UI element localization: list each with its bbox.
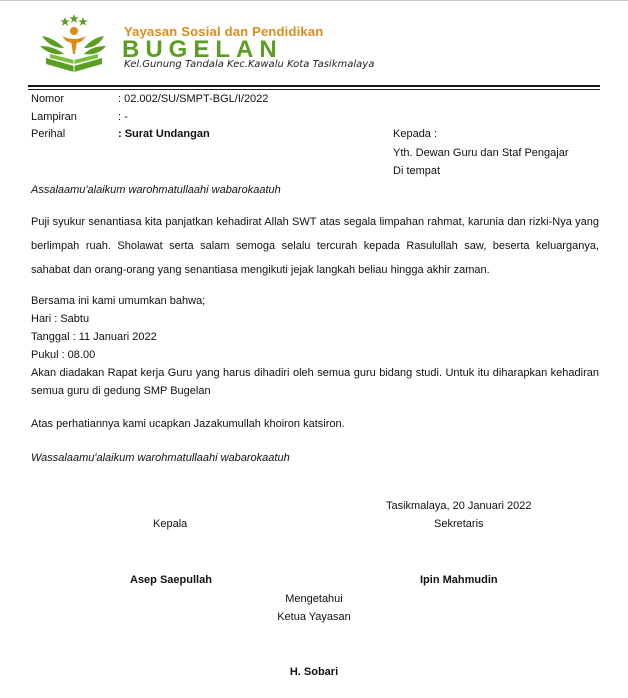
announcement-line: Bersama ini kami umumkan bahwa; xyxy=(31,295,206,307)
closing-line: Atas perhatiannya kami ucapkan Jazakumullah khoiron katsiron. xyxy=(31,418,345,430)
org-name: BUGELAN xyxy=(122,36,283,63)
right-signatory-title: Sekretaris xyxy=(434,518,484,530)
perihal-value: : Surat Undangan xyxy=(118,128,210,140)
org-subtitle: Yayasan Sosial dan Pendidikan xyxy=(124,24,324,39)
nomor-label: Nomor xyxy=(31,93,65,105)
event-day: Hari : Sabtu xyxy=(31,313,90,325)
agenda-paragraph: Akan diadakan Rapat kerja Guru yang harus dihadiri oleh semua guru bidang studi. Untuk itu diharapkan kehadiran semua guru di gedung SMP Bugelan xyxy=(31,367,599,397)
recipient-header: Kepada : xyxy=(393,128,438,140)
place-date: Tasikmalaya, 20 Januari 2022 xyxy=(386,500,532,512)
left-signatory-name: Asep Saepullah xyxy=(130,574,212,586)
org-address: Kel.Gunung Tandala Kec.Kawalu Kota Tasikmalaya xyxy=(124,59,375,70)
lampiran-value: : - xyxy=(118,111,128,123)
nomor-value: : 02.002/SU/SMPT-BGL/I/2022 xyxy=(118,93,269,105)
letterhead-divider-thin xyxy=(28,89,600,90)
letterhead xyxy=(38,14,598,80)
event-date: Tanggal : 11 Januari 2022 xyxy=(31,331,157,343)
farewell: Wassalaamu'alaikum warohmatullaahi wabarokaatuh xyxy=(31,452,290,464)
recipient-place: Di tempat xyxy=(393,165,441,177)
recipient-name: Yth. Dewan Guru dan Staf Pengajar xyxy=(393,147,569,159)
page-top-border xyxy=(0,0,628,1)
letterhead-divider xyxy=(28,85,600,87)
lampiran-label: Lampiran xyxy=(31,111,77,123)
acknowledged-label: Mengetahui xyxy=(285,593,343,605)
perihal-label: Perihal xyxy=(31,128,66,140)
foundation-logo-icon xyxy=(38,14,106,78)
right-signatory-name: Ipin Mahmudin xyxy=(420,574,498,586)
opening-paragraph: Puji syukur senantiasa kita panjatkan kehadirat Allah SWT atas segala limpahan rahmat, karunia dan rizki-Nya yang berlimpah ruah. Sholawat serta salam semoga selalu tercurah kepada Rasulullah saw, beserta keluarganya, sahabat dan orang-orang yang senantiasa mengikuti jejak langkah beliau hingga akhir zaman. xyxy=(31,216,599,276)
event-time: Pukul : 08.00 xyxy=(31,349,96,361)
foundation-signatory-name: H. Sobari xyxy=(289,666,339,678)
left-signatory-title: Kepala xyxy=(153,518,188,530)
foundation-title: Ketua Yayasan xyxy=(277,611,351,623)
greeting: Assalaamu'alaikum warohmatullaahi wabarokaatuh xyxy=(31,184,281,196)
